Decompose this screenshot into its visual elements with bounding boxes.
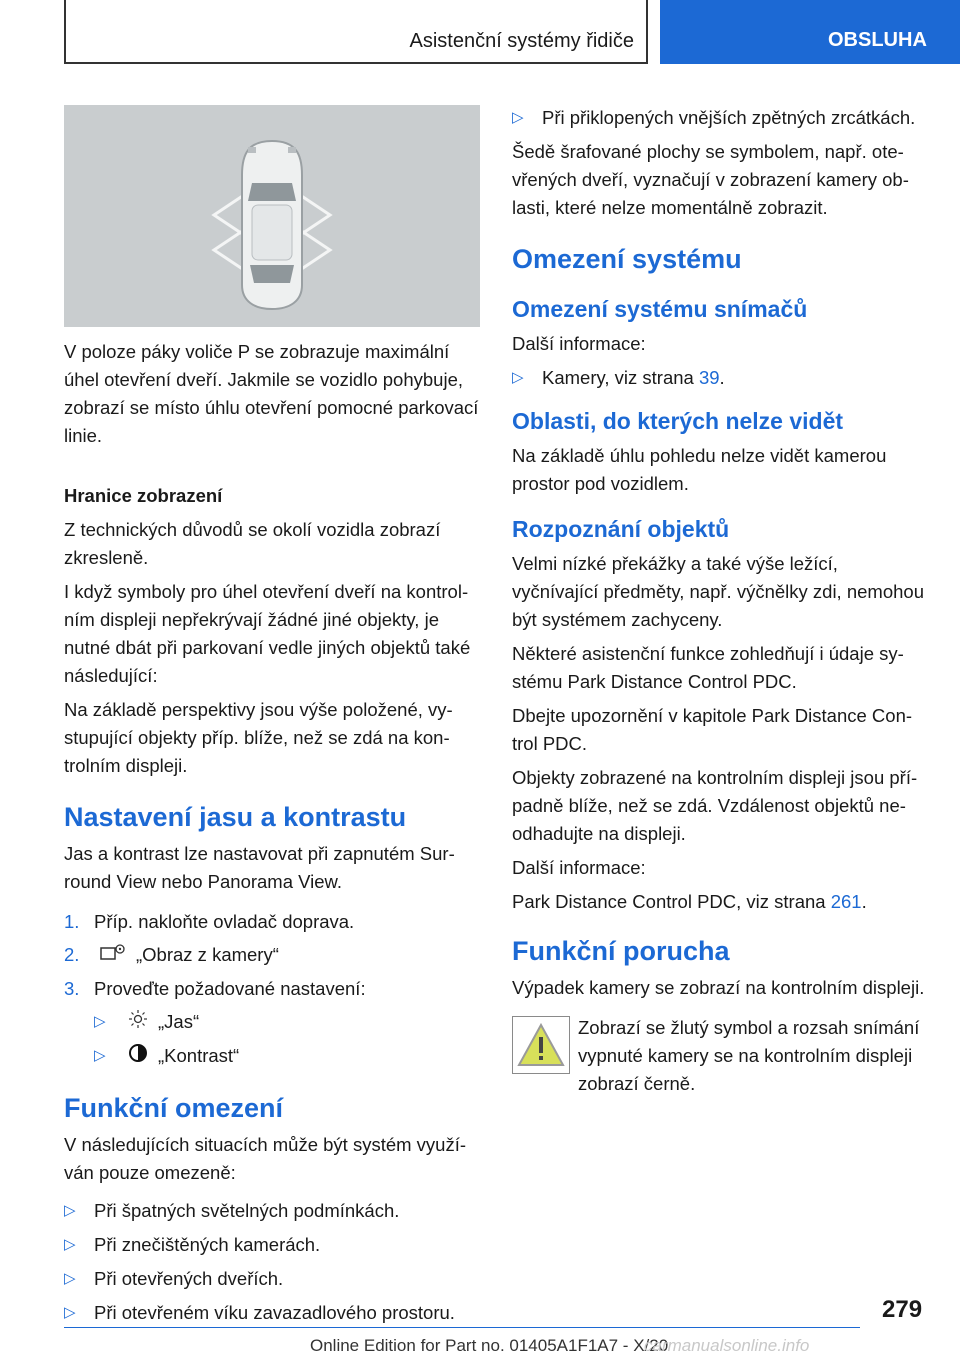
jas-heading: Nastavení jasu a kontrastu [64, 802, 407, 832]
triangle-bullet-icon: ▷ [64, 1202, 76, 1220]
step-text: Proveďte požadované nastavení: [94, 978, 366, 1000]
intro-paragraph: V poloze páky voliče P se zobrazuje maximální úhel otevření dveří. Jakmile se vozidlo pohybuje, zobrazí se místo úhlu otevření pomocné parkovací linie. [64, 341, 479, 446]
rozpoznani-paragraph-2: Některé asistenční funkce zohledňují i údaje systému Park Distance Control PDC. [512, 643, 904, 692]
page-link-261[interactable]: 261 [830, 891, 862, 912]
contrast-icon [128, 1043, 148, 1071]
rozpoznani-paragraph-1: Velmi nízké překážky a také výše ležící, vyčnívající předměty, např. výčnělky zdi, nemohou být systémem zachyceny. [512, 553, 924, 630]
step-number: 1. [64, 911, 80, 932]
dalsi-informace: Další informace: [512, 333, 646, 354]
triangle-bullet-icon: ▷ [64, 1304, 76, 1322]
list-item-text: Při přiklopených vnějších zpětných zrcátkách. [542, 107, 916, 128]
pdc-reference: Park Distance Control PDC, viz strana 261. [512, 891, 867, 912]
substep-text: „Kontrast“ [158, 1045, 240, 1067]
car-door-angle-illustration [64, 105, 480, 327]
header-box [64, 0, 648, 64]
section-tab [660, 0, 960, 64]
section-tab-label: OBSLUHA [828, 29, 927, 51]
watermark: carmanualsonline.info [644, 1336, 810, 1355]
rozpoznani-heading: Rozpoznání objektů [512, 516, 730, 542]
warning-triangle-icon [512, 1016, 570, 1074]
hranice-paragraph-3: Na základě perspektivy jsou výše položené, vystupující objekty příp. blíže, než se zdá na kontrolním displeji. [64, 699, 453, 776]
triangle-bullet-icon: ▷ [512, 369, 524, 386]
dalsi-informace-2: Další informace: [512, 857, 646, 878]
omezeni-paragraph: V následujících situacích může být systém využíván pouze omezeně: [64, 1134, 467, 1184]
list-item [64, 1231, 480, 1259]
warning-text-block [578, 1014, 930, 1104]
list-item-text: Kamery, viz strana [542, 367, 699, 388]
triangle-bullet-icon: ▷ [64, 1236, 76, 1254]
step-text: „Obraz z kamery“ [136, 944, 279, 965]
triangle-bullet-icon: ▷ [64, 1270, 76, 1288]
porucha-paragraph: Výpadek kamery se zobrazí na kontrolním displeji. [512, 977, 925, 998]
list-item: ▷ Kamery, viz strana 39. [512, 364, 928, 392]
step-number: 3. [64, 978, 80, 1000]
list-item-text: Při špatných světelných podmínkách. [94, 1200, 400, 1222]
camera-settings-icon [100, 942, 126, 970]
right-column [512, 104, 928, 1008]
porucha-heading: Funkční porucha [512, 936, 730, 966]
substep-kontrast [64, 1042, 480, 1071]
jas-paragraph: Jas a kontrast lze nastavovat při zapnutém Surround View nebo Panorama View. [64, 843, 455, 892]
step-text: Příp. nakloňte ovladač doprava. [94, 911, 355, 932]
oblasti-heading: Oblasti, do kterých nelze vidět [512, 408, 844, 434]
list-item [64, 1197, 480, 1225]
page-link-39[interactable]: 39 [698, 367, 720, 388]
step-3 [64, 975, 480, 1003]
list-item [64, 1265, 480, 1293]
substep-jas [64, 1008, 480, 1037]
triangle-bullet-icon: ▷ [512, 109, 524, 126]
list-item-text: Při otevřeném víku zavazadlového prostoru. [94, 1302, 455, 1324]
hatched-areas-paragraph: Šedě šrafované plochy se symbolem, např. otevřených dveří, vyznačují v zobrazení kamery oblasti, které nelze momentálně zobrazit. [512, 141, 909, 218]
section-title: Asistenční systémy řidiče [409, 30, 634, 52]
edition-footer: Online Edition for Part no. 01405A1F1A7 - X/20 [310, 1336, 669, 1355]
rozpoznani-paragraph-3: Dbejte upozornění v kapitole Park Distance Control PDC. [512, 705, 913, 754]
list-item-text: Při otevřených dveřích. [94, 1268, 284, 1290]
hranice-paragraph-1: Z technických důvodů se okolí vozidla zobrazí zkresleně. [64, 519, 441, 568]
omezeni-heading: Funkční omezení [64, 1093, 284, 1124]
snimacu-heading: Omezení systému snímačů [512, 296, 808, 322]
list-item [512, 104, 928, 132]
list-item-text: Při znečištěných kamerách. [94, 1234, 321, 1256]
hranice-paragraph-2: I když symboly pro úhel otevření dveří na kontrolním displeji nepřekrývají žádné jiné objekty, je nutné dbát při parkovaní vedle jiných objektů také následující: [64, 581, 471, 686]
brightness-icon [128, 1009, 148, 1037]
warning-text: Zobrazí se žlutý symbol a rozsah snímání vypnuté kamery se na kontrolním displeji zobrazí černě. [578, 1017, 920, 1094]
footer-divider [64, 1327, 860, 1328]
step-1 [64, 908, 480, 936]
step-2 [64, 941, 480, 970]
triangle-bullet-icon: ▷ [94, 1047, 106, 1065]
step-number: 2. [64, 944, 80, 965]
omezeni-systemu-heading: Omezení systému [512, 244, 742, 274]
oblasti-paragraph: Na základě úhlu pohledu nelze vidět kamerou prostor pod vozidlem. [512, 445, 887, 494]
hranice-heading: Hranice zobrazení [64, 485, 223, 506]
triangle-bullet-icon: ▷ [94, 1013, 106, 1031]
left-column [64, 338, 480, 1333]
pdc-reference-text: Park Distance Control PDC, viz strana [512, 891, 831, 912]
substep-text: „Jas“ [158, 1011, 200, 1033]
list-item [64, 1299, 480, 1327]
page-number: 279 [882, 1296, 923, 1323]
rozpoznani-paragraph-4: Objekty zobrazené na kontrolním displeji jsou případně blíže, než se zdá. Vzdálenost objektů neodhadujte na displeji. [512, 767, 918, 844]
